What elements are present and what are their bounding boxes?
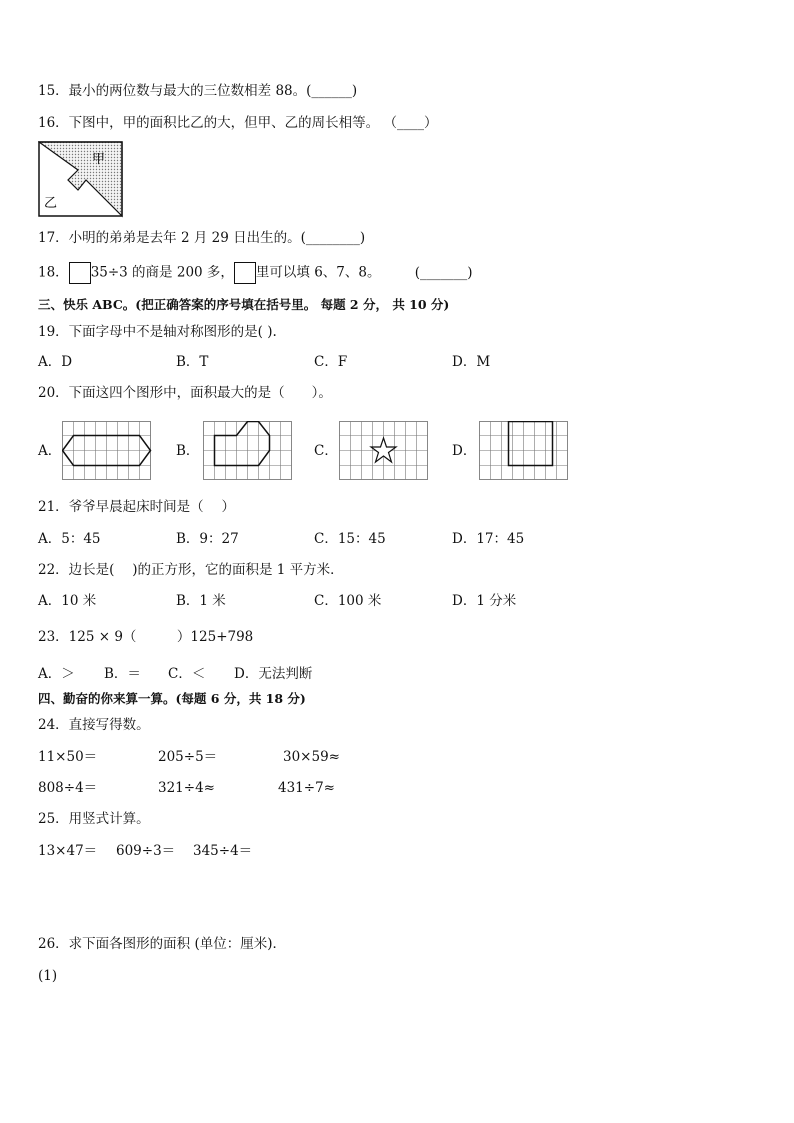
q19-option-d: D．M	[452, 354, 491, 370]
pentagon-shape	[215, 422, 270, 466]
q23-option-d: D．无法判断	[234, 666, 313, 682]
question-26: 26．求下面各图形的面积 (单位：厘米)．	[38, 936, 287, 952]
q20-label-a: A．	[38, 443, 62, 459]
question-19: 19．下面字母中不是轴对称图形的是( ).	[38, 324, 277, 340]
calc-item: 30×59≈	[283, 749, 340, 765]
q23-option-a: A．＞	[38, 666, 75, 682]
calc-item: 205÷5＝	[158, 749, 218, 765]
q22-option-a: A．10 米	[38, 593, 97, 609]
q20-figure-d	[479, 421, 569, 481]
q22-option-b: B．1 米	[176, 593, 226, 609]
q18-answer-blank: (_______)	[414, 264, 473, 281]
question-20: 20．下面这四个图形中，面积最大的是（ ）。	[38, 385, 332, 401]
q18-number: 18．	[38, 264, 69, 281]
q21-option-a: A．5：45	[38, 531, 101, 547]
label-yi: 乙	[44, 196, 58, 211]
q20-label-d: D．	[452, 443, 477, 459]
q21-option-c: C．15：45	[314, 531, 386, 547]
vertical-calc-item: 13×47＝	[38, 843, 98, 859]
calc-item: 808÷4＝	[38, 780, 98, 796]
q20-figure-b	[203, 421, 293, 481]
question-15: 15．最小的两位数与最大的三位数相差 88。(______)	[38, 83, 358, 99]
q20-label-b: B．	[176, 443, 200, 459]
q26-sub-1: (1)	[38, 968, 58, 984]
q19-option-b: B．T	[176, 354, 209, 370]
q19-option-a: A．D	[38, 354, 73, 370]
q19-option-c: C．F	[314, 354, 348, 370]
q21-option-b: B．9：27	[176, 531, 239, 547]
calc-item: 431÷7≈	[278, 780, 335, 796]
label-jia: 甲	[92, 152, 106, 167]
q21-option-d: D．17：45	[452, 531, 525, 547]
question-17: 17．小明的弟弟是去年 2 月 29 日出生的。(________)	[38, 230, 366, 246]
q20-figure-c	[339, 421, 429, 481]
q22-option-d: D．1 分米	[452, 593, 517, 609]
q16-figure	[38, 141, 124, 218]
section-3-heading: 三、快乐 ABC。(把正确答案的序号填在括号里。 每题 2 分， 共 10 分)	[38, 297, 450, 312]
vertical-calc-item: 345÷4＝	[193, 843, 253, 859]
section-4-heading: 四、勤奋的你来算一算。(每题 6 分，共 18 分)	[38, 691, 306, 706]
calc-item: 321÷4≈	[158, 780, 215, 796]
question-23: 23．125 × 9（ ）125+798	[38, 629, 254, 645]
question-16: 16．下图中，甲的面积比乙的大，但甲、乙的周长相等。 （____）	[38, 115, 438, 131]
q22-option-c: C．100 米	[314, 593, 382, 609]
q23-option-c: C．＜	[168, 666, 206, 682]
q18-box-1	[69, 262, 91, 284]
question-25: 25．用竖式计算。	[38, 811, 150, 827]
q20-figure-a	[62, 421, 152, 481]
question-21: 21．爷爷早晨起床时间是（ ）	[38, 499, 235, 515]
q23-option-b: B．＝	[104, 666, 141, 682]
q20-label-c: C．	[314, 443, 338, 459]
question-22: 22．边长是( )的正方形，它的面积是 1 平方米．	[38, 562, 344, 578]
calc-item: 11×50＝	[38, 749, 98, 765]
vertical-calc-item: 609÷3＝	[116, 843, 176, 859]
square-shape	[509, 422, 553, 466]
q18-end-text: 里可以填 6、7、8。	[255, 264, 381, 281]
q18-mid-text: 35÷3 的商是 200 多，	[90, 264, 234, 281]
question-18	[38, 262, 473, 284]
question-24: 24．直接写得数。	[38, 717, 150, 733]
q18-box-2	[234, 262, 256, 284]
